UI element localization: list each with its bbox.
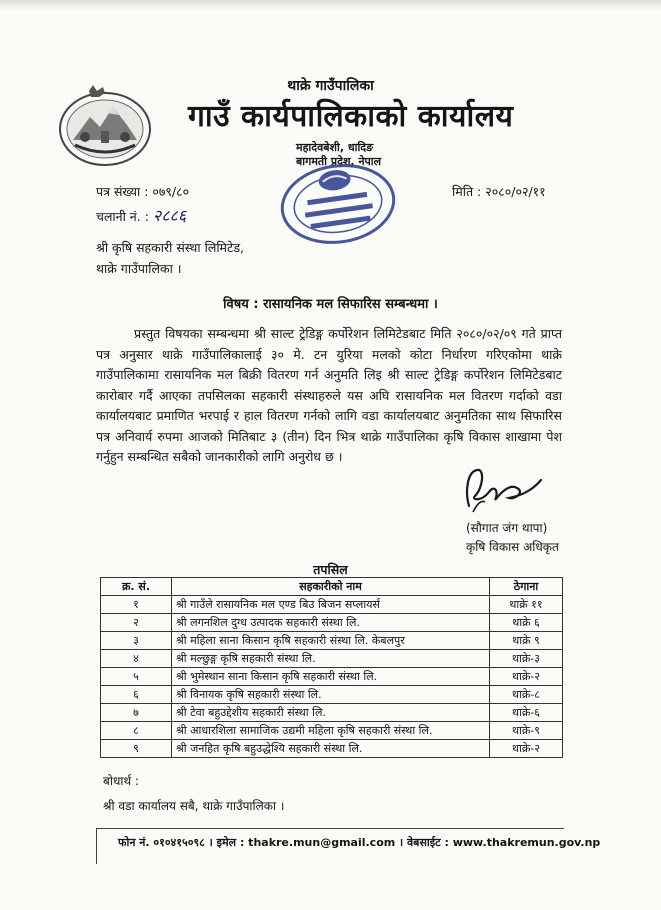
- cell-name: श्री जनहित कृषि बहुउद्धेश्यि सहकारी संस्था लि.: [172, 740, 490, 758]
- cell-serial: ४: [101, 650, 172, 668]
- tapsil-heading: तपसिल: [313, 562, 348, 577]
- table-header-row: [101, 578, 563, 596]
- patra-value: ०७९/८०: [152, 184, 190, 199]
- cell-serial: १: [101, 596, 172, 614]
- table-row: [101, 704, 563, 722]
- table-row: [101, 596, 563, 614]
- header-serial: क्र. सं.: [101, 578, 172, 596]
- cell-name: श्री महिला साना किसान कृषि सहकारी संस्था लि. केबलपुर: [172, 632, 490, 650]
- letter-date: मिति : २०८०/०२/११: [452, 184, 546, 199]
- cell-serial: ८: [101, 722, 172, 740]
- scan-edge: [0, 0, 661, 10]
- table-row: [101, 632, 563, 650]
- letter-body: प्रस्तुत विषयका सम्बन्धमा श्री साल्ट ट्रेडिङ्ग कर्पोरेशन लिमिटेडबाट मिति २०८०/०२/०९ गते प्राप्त पत्र अनुसार थाक्रे गाउँपालिकालाई ३० मे. टन युरिया मलको कोटा निर्धारण गरिएकोमा थाक्रे गाउँपालिकामा रासायनिक मल बिक्री वितरण गर्न अनुमति लिइ श्री साल्ट ट्रेडिङ्ग कर्पोरेशन लिमिटेडबाट कारोबार गर्दै आएका तपसिलका सहकारी संस्थाहरुले यस अघि रासायनिक मल वितरण गर्दाको वडा कार्यालयबाट प्रमाणित भरपाई र हाल वितरण गर्नको लागि वडा कार्यालयबाट अनुमतिका साथ सिफारिस पत्र अनिवार्य रुपमा आजको मितिबाट ३ (तीन) दिन भित्र थाक्रे गाउँपालिका कृषि विकास शाखामा पेश गर्नुहुन सम्बन्धित सबैको जानकारीको लागि अनुरोध छ ।: [96, 326, 562, 464]
- recipient-line2: थाक्रे गाउँपालिका ।: [96, 261, 182, 276]
- footer-vertical-divider: [96, 828, 97, 864]
- cell-name: श्री लगनशिल दुग्ध उत्पादक सहकारी संस्था लि.: [172, 614, 490, 632]
- date-value: २०८०/०२/११: [485, 184, 546, 199]
- cell-serial: ३: [101, 632, 172, 650]
- table-row: [101, 614, 563, 632]
- cell-name: श्री टेवा बहुउद्देशीय सहकारी संस्था लि.: [172, 704, 490, 722]
- cell-serial: ९: [101, 740, 172, 758]
- signatory-title: कृषि विकास अधिकृत: [466, 540, 559, 554]
- cc-recipient: श्री वडा कार्यालय सबै, थाक्रे गाउँपालिका ।: [103, 799, 285, 813]
- cell-serial: ७: [101, 704, 172, 722]
- letter-subject: विषय : रासायनिक मल सिफारिस सम्बन्धमा ।: [223, 297, 438, 312]
- office-address-line1: महादेवबेशी, धादिङ: [296, 141, 374, 154]
- cell-address: थाक्रे-८: [490, 686, 563, 704]
- table-row: [101, 668, 563, 686]
- date-label: मिति: [452, 184, 474, 199]
- chalani-number: चलानी नं. : २८८६: [96, 206, 187, 225]
- nepal-emblem-icon: [55, 85, 155, 169]
- cooperatives-table: [100, 577, 563, 758]
- chalani-label: चलानी नं.: [96, 209, 141, 224]
- footer-divider: [96, 828, 564, 829]
- cell-address: थाक्रे ११: [490, 596, 563, 614]
- cc-label: बोधार्थ :: [103, 774, 139, 788]
- footer-contact: फोन नं. ०१०४१५०९८ । इमेल : thakre.mun@gmail.com । वेबसाईट : www.thakremun.gov.np: [118, 836, 601, 849]
- cell-address: थाक्रे-२: [490, 668, 563, 686]
- cell-address: थाक्रे ९: [490, 632, 563, 650]
- municipality-name: थाक्रे गाउँपालिका: [287, 78, 374, 94]
- cell-address: थाक्रे-९: [490, 722, 563, 740]
- cell-name: श्री विनायक कृषि सहकारी संस्था लि.: [172, 686, 490, 704]
- signatory-name: (सौगात जंग थापा): [466, 521, 548, 535]
- chalani-value: २८८६: [152, 206, 187, 225]
- office-seal-icon: [278, 158, 398, 250]
- cell-address: थाक्रे-२: [490, 740, 563, 758]
- patra-sankhya: पत्र संख्या : ०७९/८०: [96, 184, 190, 199]
- cell-address: थाक्रे-६: [490, 704, 563, 722]
- cell-name: श्री मल्छुङ्ग कृषि सहकारी संस्था लि.: [172, 650, 490, 668]
- office-title: गाउँ कार्यपालिकाको कार्यालय: [188, 99, 514, 134]
- cell-name: श्री गाउँले रासायनिक मल एण्ड बिउ बिजन सप्लायर्स: [172, 596, 490, 614]
- signature-icon: [455, 462, 545, 518]
- table-row: [101, 650, 563, 668]
- office-address-line2: बागमती प्रदेश, नेपाल: [296, 155, 382, 168]
- cell-address: थाक्रे ६: [490, 614, 563, 632]
- patra-label: पत्र संख्या: [96, 184, 141, 199]
- recipient-line1: श्री कृषि सहकारी संस्था लिमिटेड,: [96, 240, 244, 255]
- header-address: ठेगाना: [490, 578, 563, 596]
- cell-name: श्री भुमेस्थान साना किसान कृषि सहकारी संस्था लि.: [172, 668, 490, 686]
- table-row: [101, 686, 563, 704]
- table-row: [101, 740, 563, 758]
- cell-serial: २: [101, 614, 172, 632]
- cell-serial: ५: [101, 668, 172, 686]
- cell-serial: ६: [101, 686, 172, 704]
- table-row: [101, 722, 563, 740]
- cell-name: श्री आधारशिला सामाजिक उद्यमी महिला कृषि सहकारी संस्था लि.: [172, 722, 490, 740]
- header-name: सहकारीको नाम: [172, 578, 490, 596]
- cell-address: थाक्रे-३: [490, 650, 563, 668]
